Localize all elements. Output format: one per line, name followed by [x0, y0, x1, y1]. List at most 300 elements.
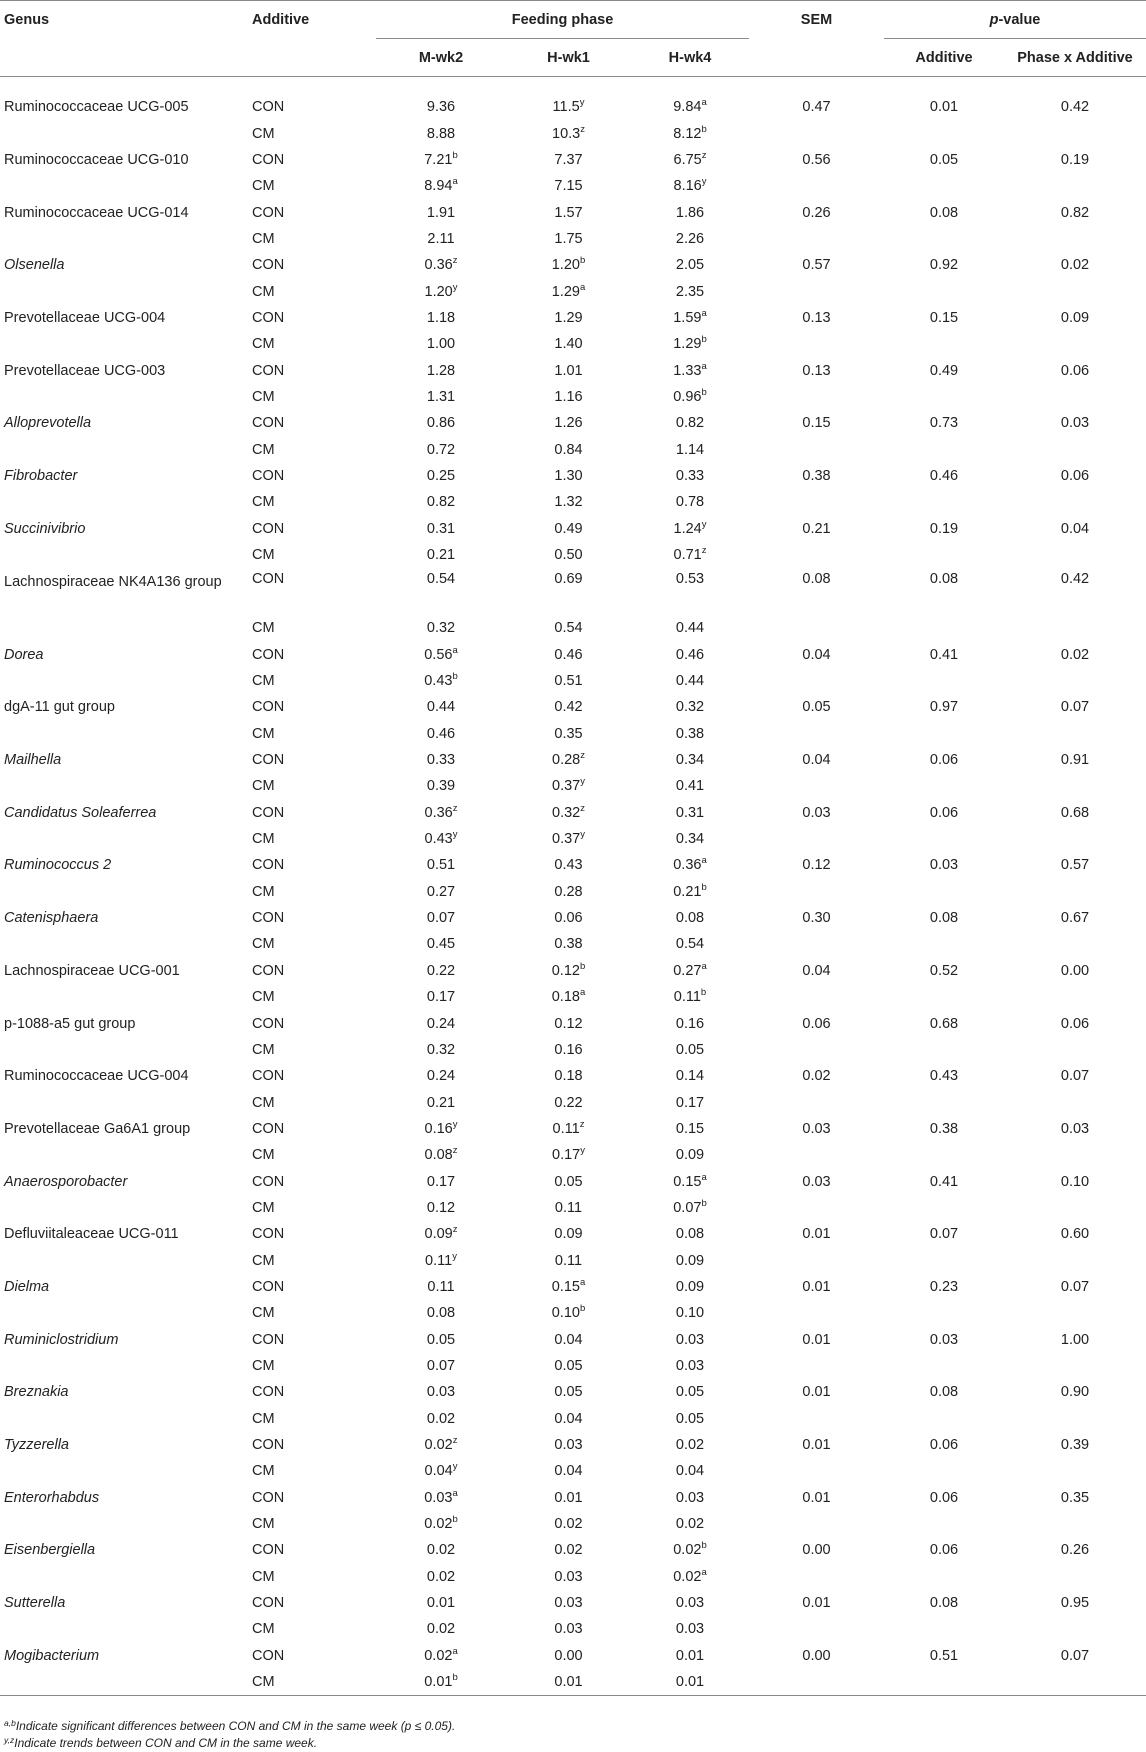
value-h-wk1: 0.02	[554, 1516, 583, 1533]
value-h-wk4: 0.03	[675, 1621, 705, 1638]
value-p-interaction: 0.00	[1060, 962, 1090, 979]
value-m-wk2: 0.08	[426, 1305, 456, 1322]
value-p-additive	[884, 879, 1004, 905]
value-p-additive: 0.06	[929, 1489, 959, 1506]
value-p-additive: 0.08	[929, 1384, 959, 1401]
additive-label: CM	[252, 283, 275, 300]
genus-name	[0, 1195, 246, 1221]
table-row	[0, 305, 1146, 331]
additive-label: CON	[252, 571, 285, 588]
additive-label: CM	[252, 989, 275, 1006]
value-sem	[749, 1195, 884, 1221]
value-h-wk1: 0.43	[554, 857, 583, 874]
value-h-wk4: 0.02$^a$	[673, 1566, 707, 1585]
value-sem	[749, 1142, 884, 1168]
value-h-wk1: 0.02	[554, 1542, 583, 1559]
value-h-wk4: 0.03	[675, 1595, 705, 1612]
value-m-wk2: 0.36$^z$	[424, 255, 458, 274]
value-sem: 0.04	[802, 646, 831, 663]
genus-name	[0, 1669, 246, 1695]
value-sem: 0.15	[802, 415, 831, 432]
value-sem: 0.03	[802, 1120, 831, 1137]
genus-name: Lachnospiraceae UCG-001	[4, 962, 180, 979]
value-sem	[749, 826, 884, 852]
value-h-wk1: 0.16	[554, 1041, 583, 1058]
additive-label: CON	[252, 1489, 285, 1506]
value-h-wk4: 0.05	[675, 1410, 705, 1427]
table-row	[0, 1274, 1146, 1300]
value-h-wk1: 0.03	[554, 1437, 583, 1454]
genus-name	[0, 879, 246, 905]
value-m-wk2: 0.56$^a$	[424, 644, 458, 663]
value-h-wk1: 0.28$^z$	[552, 750, 585, 769]
value-h-wk1: 0.03	[554, 1621, 583, 1638]
value-p-additive: 0.07	[929, 1226, 959, 1243]
value-h-wk4: 0.34	[675, 752, 705, 769]
genus-name: Prevotellaceae UCG-003	[4, 362, 166, 379]
value-h-wk4: 0.21$^b$	[673, 881, 707, 900]
genus-name	[0, 668, 246, 694]
value-sem: 0.56	[802, 151, 831, 168]
value-sem	[749, 615, 884, 641]
value-m-wk2: 0.11$^y$	[425, 1250, 457, 1269]
genus-name: Breznakia	[4, 1384, 69, 1401]
value-sem	[749, 489, 884, 515]
additive-label: CM	[252, 1357, 275, 1374]
value-h-wk4: 0.38	[675, 725, 705, 742]
value-p-interaction: 0.04	[1060, 520, 1090, 537]
value-h-wk1: 0.46	[554, 646, 583, 663]
additive-label: CON	[252, 204, 285, 221]
table-row	[0, 1168, 1146, 1194]
table-row	[0, 1247, 1146, 1273]
value-m-wk2: 1.28	[426, 362, 456, 379]
value-p-additive	[884, 668, 1004, 694]
value-h-wk4: 0.78	[675, 494, 705, 511]
value-h-wk4: 1.14	[675, 441, 705, 458]
value-m-wk2: 9.36	[426, 99, 456, 116]
value-h-wk4: 8.12$^b$	[673, 123, 707, 142]
value-h-wk4: 1.59$^a$	[673, 307, 707, 326]
genus-name	[0, 436, 246, 462]
table-row	[0, 984, 1146, 1010]
value-h-wk4: 2.35	[675, 283, 705, 300]
header-h-wk4: H-wk4	[631, 39, 749, 77]
value-p-interaction: 0.91	[1060, 752, 1090, 769]
value-sem: 0.02	[802, 1068, 831, 1085]
value-h-wk4: 0.96$^b$	[673, 386, 707, 405]
value-p-additive: 0.97	[929, 699, 959, 716]
value-p-additive: 0.19	[929, 520, 959, 537]
value-sem	[749, 120, 884, 146]
value-p-additive	[884, 226, 1004, 252]
value-h-wk1: 1.29$^a$	[551, 281, 586, 300]
header-h-wk1: H-wk1	[506, 39, 631, 77]
genus-name	[0, 773, 246, 799]
genus-name: Ruminococcaceae UCG-010	[4, 151, 189, 168]
value-p-interaction: 0.60	[1060, 1226, 1090, 1243]
table-row	[0, 1300, 1146, 1326]
table-row	[0, 1037, 1146, 1063]
value-p-interaction	[1004, 1669, 1146, 1695]
additive-label: CON	[252, 804, 285, 821]
value-sem	[749, 1458, 884, 1484]
value-h-wk4: 0.04	[675, 1463, 705, 1480]
value-p-interaction	[1004, 1195, 1146, 1221]
value-p-additive	[884, 615, 1004, 641]
value-m-wk2: 0.01	[426, 1595, 456, 1612]
value-sem: 0.38	[802, 467, 831, 484]
value-m-wk2: 0.21	[426, 547, 456, 564]
genus-name	[0, 1406, 246, 1432]
value-h-wk1: 10.3$^z$	[552, 123, 585, 142]
value-h-wk1: 0.11	[554, 1199, 583, 1216]
header-feeding-phase: Feeding phase	[376, 1, 749, 39]
value-p-interaction: 1.00	[1060, 1331, 1090, 1348]
value-p-additive	[884, 1564, 1004, 1590]
value-p-interaction	[1004, 331, 1146, 357]
value-p-interaction: 0.26	[1060, 1542, 1090, 1559]
value-sem	[749, 542, 884, 568]
value-sem: 0.04	[802, 752, 831, 769]
value-p-interaction: 0.06	[1060, 467, 1090, 484]
value-sem	[749, 1564, 884, 1590]
table-row	[0, 410, 1146, 436]
value-p-interaction: 0.19	[1060, 151, 1090, 168]
value-p-interaction: 0.09	[1060, 309, 1090, 326]
value-h-wk4: 0.53	[675, 571, 705, 588]
value-p-additive	[884, 1406, 1004, 1432]
table-row	[0, 1353, 1146, 1379]
value-sem: 0.30	[802, 910, 831, 927]
header-m-wk2: M-wk2	[376, 39, 506, 77]
additive-label: CON	[252, 1278, 285, 1295]
value-h-wk1: 0.37$^y$	[552, 829, 585, 848]
value-h-wk1: 0.18	[554, 1068, 583, 1085]
value-p-additive	[884, 1616, 1004, 1642]
value-m-wk2: 0.07	[426, 1357, 456, 1374]
genus-name	[0, 1616, 246, 1642]
value-p-interaction	[1004, 489, 1146, 515]
value-m-wk2: 0.02$^z$	[424, 1435, 458, 1454]
value-p-additive	[884, 384, 1004, 410]
value-p-interaction: 0.07	[1060, 699, 1090, 716]
value-p-additive: 0.05	[929, 151, 959, 168]
value-p-additive	[884, 1458, 1004, 1484]
table-row	[0, 931, 1146, 957]
value-p-interaction	[1004, 826, 1146, 852]
additive-label: CON	[252, 151, 285, 168]
value-h-wk4: 6.75$^z$	[673, 149, 707, 168]
value-h-wk4: 0.15	[675, 1120, 705, 1137]
value-h-wk1: 0.22	[554, 1094, 583, 1111]
genus-name: Dorea	[4, 646, 44, 663]
value-m-wk2: 0.08$^z$	[424, 1145, 458, 1164]
value-sem	[749, 721, 884, 747]
table-row	[0, 852, 1146, 878]
value-p-additive: 0.49	[929, 362, 959, 379]
value-sem	[749, 1353, 884, 1379]
additive-label: CON	[252, 309, 285, 326]
value-h-wk4: 8.16$^y$	[673, 176, 707, 195]
value-m-wk2: 0.02	[426, 1542, 456, 1559]
additive-label: CM	[252, 336, 275, 353]
value-sem: 0.00	[802, 1647, 831, 1664]
genus-name: Ruminococcaceae UCG-014	[4, 204, 189, 221]
genus-name	[0, 1247, 246, 1273]
genus-name	[0, 826, 246, 852]
value-h-wk4: 0.46	[675, 646, 705, 663]
genus-name	[0, 384, 246, 410]
value-h-wk4: 0.08	[675, 910, 705, 927]
additive-label: CM	[252, 230, 275, 247]
table-row	[0, 173, 1146, 199]
value-p-additive	[884, 173, 1004, 199]
value-m-wk2: 0.39	[426, 778, 456, 795]
additive-label: CM	[252, 883, 275, 900]
value-h-wk1: 0.04	[554, 1463, 583, 1480]
table-row	[0, 905, 1146, 931]
value-m-wk2: 0.09$^z$	[424, 1224, 458, 1243]
footnote-trends: $^{y,z}$Indicate trends between CON and CM in the same week.	[4, 1735, 318, 1750]
p-rest: -value	[998, 11, 1041, 28]
value-h-wk4: 0.01	[631, 1669, 749, 1695]
additive-label: CON	[252, 99, 285, 116]
genus-name	[0, 173, 246, 199]
value-m-wk2: 0.54	[426, 571, 456, 588]
genus-name: Eisenbergiella	[4, 1542, 96, 1559]
value-sem: 0.57	[802, 257, 831, 274]
value-p-additive: 0.92	[929, 257, 959, 274]
value-p-additive: 0.08	[929, 571, 959, 588]
table-row	[0, 1432, 1146, 1458]
table-row	[0, 147, 1146, 173]
additive-label: CON	[252, 699, 285, 716]
table-row	[0, 1379, 1146, 1405]
table-row	[0, 278, 1146, 304]
value-h-wk1: 0.05	[554, 1384, 583, 1401]
value-m-wk2: 2.11	[427, 230, 455, 247]
additive-label: CON	[252, 362, 285, 379]
value-h-wk1: 1.26	[554, 415, 583, 432]
value-h-wk4: 0.07$^b$	[673, 1197, 707, 1216]
value-p-interaction	[1004, 1247, 1146, 1273]
value-p-interaction: 0.68	[1060, 804, 1090, 821]
value-m-wk2: 0.17	[426, 989, 456, 1006]
value-p-interaction: 0.03	[1060, 1120, 1090, 1137]
value-h-wk1: 1.75	[554, 230, 583, 247]
value-p-interaction: 0.10	[1060, 1173, 1090, 1190]
value-h-wk4: 0.41	[675, 778, 705, 795]
additive-label: CM	[252, 1252, 275, 1269]
value-p-additive: 0.08	[929, 910, 959, 927]
genus-name: Succinivibrio	[4, 520, 86, 537]
genus-name	[0, 120, 246, 146]
value-m-wk2: 0.03	[426, 1384, 456, 1401]
value-h-wk4: 0.15$^a$	[673, 1171, 707, 1190]
value-p-additive: 0.03	[929, 1331, 959, 1348]
additive-label: CM	[252, 1516, 275, 1533]
value-sem: 0.01	[802, 1437, 831, 1454]
genus-name: Mailhella	[4, 752, 62, 769]
value-h-wk1: 1.29	[554, 309, 583, 326]
value-m-wk2: 0.07	[426, 910, 456, 927]
genus-name: Tyzzerella	[4, 1437, 69, 1454]
value-h-wk4: 0.10	[675, 1305, 705, 1322]
value-m-wk2: 0.45	[426, 936, 456, 953]
table-row	[0, 1326, 1146, 1352]
additive-label: CM	[252, 620, 275, 637]
value-m-wk2: 1.91	[426, 204, 456, 221]
value-p-additive	[884, 773, 1004, 799]
value-m-wk2: 0.46	[426, 725, 456, 742]
value-sem: 0.08	[802, 571, 831, 588]
value-sem: 0.06	[802, 1015, 831, 1032]
value-m-wk2: 0.01$^b$	[376, 1669, 506, 1695]
value-h-wk1: 0.49	[554, 520, 583, 537]
value-p-additive: 0.51	[929, 1647, 959, 1664]
value-m-wk2: 8.94$^a$	[424, 176, 458, 195]
value-p-interaction	[1004, 1406, 1146, 1432]
table-row	[0, 199, 1146, 225]
value-sem	[749, 1669, 884, 1695]
value-p-interaction: 0.67	[1060, 910, 1090, 927]
value-p-additive	[884, 1037, 1004, 1063]
header-p-interaction: Phase x Additive	[1004, 39, 1146, 77]
value-m-wk2: 0.03$^a$	[424, 1487, 458, 1506]
value-h-wk1: 11.5$^y$	[552, 97, 585, 116]
value-p-interaction	[1004, 278, 1146, 304]
value-sem: 0.13	[802, 362, 831, 379]
table-row	[0, 357, 1146, 383]
table-row	[0, 489, 1146, 515]
genus-name: Mogibacterium	[4, 1647, 100, 1664]
genus-name: Ruminococcaceae UCG-005	[4, 99, 189, 116]
value-p-additive	[884, 1669, 1004, 1695]
header-additive: Additive	[246, 1, 376, 39]
value-p-interaction: 0.03	[1060, 415, 1090, 432]
additive-label: CM	[252, 1621, 275, 1638]
value-m-wk2: 0.72	[426, 441, 456, 458]
value-h-wk4: 1.29$^b$	[673, 334, 707, 353]
genus-name	[0, 542, 246, 568]
value-m-wk2: 8.88	[426, 125, 456, 142]
value-h-wk4: 2.05	[675, 257, 705, 274]
value-h-wk1: 0.51	[554, 673, 583, 690]
value-h-wk4: 0.17	[675, 1094, 705, 1111]
additive-label: CON	[252, 1120, 285, 1137]
additive-label: CON	[252, 467, 285, 484]
genus-name: Enterorhabdus	[4, 1489, 100, 1506]
value-h-wk4: 0.03	[675, 1357, 705, 1374]
table-row	[0, 1643, 1146, 1669]
genus-name: p-1088-a5 gut group	[4, 1015, 136, 1032]
value-p-interaction	[1004, 384, 1146, 410]
value-sem	[749, 1247, 884, 1273]
additive-label: CM	[252, 1094, 275, 1111]
genus-name: Candidatus Soleaferrea	[4, 804, 157, 821]
value-h-wk1: 0.01	[554, 1489, 583, 1506]
table-row	[0, 800, 1146, 826]
value-h-wk1: 0.42	[554, 699, 583, 716]
table-row	[0, 1089, 1146, 1115]
value-h-wk1: 0.15$^a$	[551, 1276, 586, 1295]
table-row	[0, 615, 1146, 641]
value-h-wk1: 1.57	[554, 204, 583, 221]
table-row	[0, 694, 1146, 720]
value-h-wk4: 0.01	[675, 1647, 705, 1664]
value-h-wk4: 0.32	[675, 699, 705, 716]
value-h-wk1: 0.10$^b$	[551, 1303, 586, 1322]
genus-name	[0, 489, 246, 515]
additive-label: CM	[252, 936, 275, 953]
table-row	[0, 1537, 1146, 1563]
value-sem	[749, 668, 884, 694]
header-p-value	[884, 1, 1146, 39]
table-row	[0, 226, 1146, 252]
table-row	[0, 1010, 1146, 1036]
value-h-wk1: 0.05	[554, 1173, 583, 1190]
value-p-additive: 0.06	[929, 1542, 959, 1559]
additive-label: CON	[252, 962, 285, 979]
genus-name	[0, 331, 246, 357]
table-row	[0, 747, 1146, 773]
value-h-wk1: 0.50	[554, 547, 583, 564]
additive-label: CM	[252, 547, 275, 564]
value-p-additive	[884, 826, 1004, 852]
value-sem	[749, 879, 884, 905]
value-p-interaction	[1004, 984, 1146, 1010]
value-h-wk1: 1.16	[554, 388, 583, 405]
genus-name	[0, 931, 246, 957]
value-m-wk2: 0.36$^z$	[424, 802, 458, 821]
additive-label: CM	[252, 778, 275, 795]
value-p-interaction: 0.35	[1060, 1489, 1090, 1506]
value-p-interaction: 0.02	[1060, 646, 1090, 663]
genus-name: Prevotellaceae Ga6A1 group	[4, 1120, 191, 1137]
value-p-interaction: 0.07	[1060, 1647, 1090, 1664]
value-p-additive: 0.23	[929, 1278, 959, 1295]
table-row	[0, 120, 1146, 146]
value-p-additive: 0.06	[929, 752, 959, 769]
value-p-interaction: 0.90	[1060, 1384, 1090, 1401]
value-m-wk2: 0.16$^y$	[424, 1118, 458, 1137]
value-sem	[749, 226, 884, 252]
value-h-wk4: 0.33	[675, 467, 705, 484]
p-italic: p	[989, 11, 999, 28]
additive-label: CM	[252, 125, 275, 142]
genus-name: Ruminiclostridium	[4, 1331, 119, 1348]
value-h-wk1: 0.28	[554, 883, 583, 900]
value-m-wk2: 0.44	[426, 699, 456, 716]
value-m-wk2: 0.32	[426, 620, 456, 637]
value-p-interaction	[1004, 931, 1146, 957]
table-row	[0, 1564, 1146, 1590]
value-h-wk1: 1.01	[554, 362, 583, 379]
header-genus: Genus	[0, 1, 246, 39]
value-h-wk4: 0.02$^b$	[673, 1540, 707, 1559]
genus-name: Catenisphaera	[4, 910, 99, 927]
table-row	[0, 331, 1146, 357]
table-row	[0, 773, 1146, 799]
value-h-wk4: 9.84$^a$	[673, 97, 707, 116]
additive-label: CM	[252, 178, 275, 195]
value-h-wk4: 0.05	[675, 1384, 705, 1401]
value-m-wk2: 1.00	[426, 336, 456, 353]
value-p-additive: 0.41	[929, 646, 959, 663]
value-h-wk4: 1.86	[675, 204, 705, 221]
value-p-interaction: 0.06	[1060, 1015, 1090, 1032]
